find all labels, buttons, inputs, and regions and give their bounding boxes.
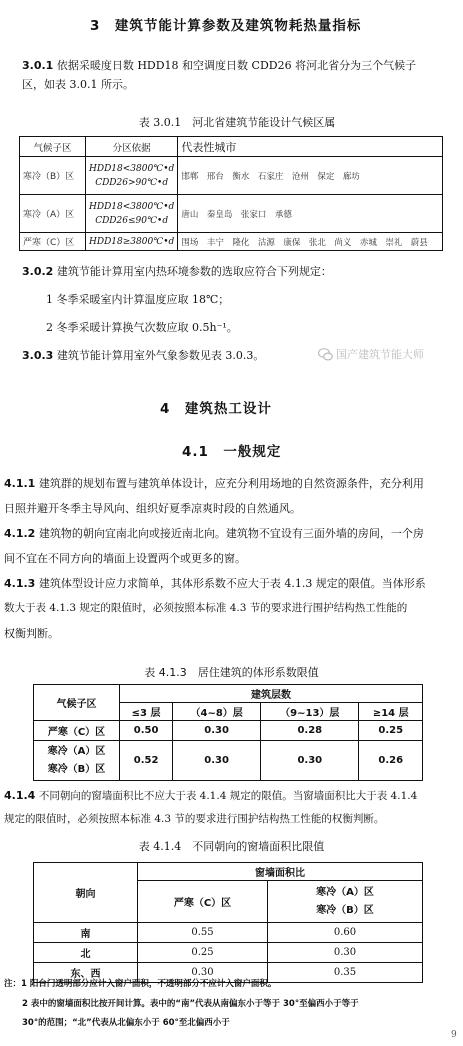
cities-cell: 邯郸 邢台 衡水 石家庄 沧州 保定 廊坊: [178, 157, 443, 195]
value-cell: 0.25: [138, 943, 268, 963]
zone-cell: 寒冷（B）区: [20, 157, 86, 195]
clause-text-cont: 权衡判断。: [4, 627, 59, 640]
th-direction: 朝向: [34, 863, 138, 923]
table-note-2-cont: 30°的范围；“北”代表从北偏东小于 60°至北偏西小于: [22, 1018, 230, 1028]
value-cell: 0.30: [173, 721, 261, 741]
table-4-1-3: [33, 684, 423, 781]
clause-4-1-3: [4, 574, 459, 643]
clause-text-cont: 间不宜在不同方向的墙面上设置两个或更多的窗。: [4, 552, 246, 565]
clause-number: 3.0.3: [22, 349, 54, 362]
table-note-1: 注：1 阳台门透明部分应计入窗户面积，不透明部分不应计入窗户面积。: [4, 979, 277, 989]
direction-cell: 北: [34, 943, 138, 963]
clause-text: 不同朝向的窗墙面积比不应大于表 4.1.4 规定的限值。当窗墙面积比大于表 4.1.4: [38, 790, 418, 802]
table-4-1-3-caption: 表 4.1.3 居住建筑的体形系数限值: [144, 666, 319, 679]
watermark-text: 国产建筑节能大师: [336, 348, 424, 361]
criterion-cell: HDD18<3800℃•d CDD26>90℃•d: [86, 157, 178, 195]
th-severe-c: 严寒（C）区: [138, 881, 268, 923]
zone-cell: 寒冷（A）区 寒冷（B）区: [34, 741, 120, 781]
value-cell: 0.30: [138, 963, 268, 983]
section-3-heading: 3 建筑节能计算参数及建筑物耗热量指标: [90, 18, 362, 34]
clause-3-0-2-item-2: 2 冬季采暖计算换气次数应取 0.5h⁻¹。: [46, 321, 238, 334]
wechat-icon: [318, 348, 333, 361]
clause-4-1-4: [4, 786, 459, 829]
table-row: [20, 195, 443, 233]
table-row: [34, 721, 423, 741]
table-row: [34, 943, 423, 963]
value-cell: 0.55: [138, 923, 268, 943]
clause-number: 4.1.2: [4, 527, 36, 540]
clause-3-0-2-item-1: 1 冬季采暖室内计算温度应取 18℃；: [46, 293, 230, 306]
th-floors-3: （9~13）层: [261, 703, 359, 721]
table-row: [20, 233, 443, 251]
clause-number: 4.1.1: [4, 477, 36, 490]
clause-number: 3.0.2: [22, 265, 54, 278]
table-3-0-1: [19, 136, 443, 251]
th-criterion: 分区依据: [86, 137, 178, 157]
clause-text: 建筑群的规划布置与建筑单体设计，应充分利用场地的自然资源条件，充分利用: [38, 477, 424, 490]
th-zone: 气候子区: [34, 685, 120, 721]
table-note-2: 2 表中的窗墙面积比按开间计算。表中的“南”代表从南偏东小于等于 30°至偏西小于等于: [22, 999, 359, 1009]
th-floors: 建筑层数: [120, 685, 423, 703]
th-floors-1: ≤3 层: [120, 703, 173, 721]
clause-4-1-1: [4, 474, 459, 518]
section-4-heading: 4 建筑热工设计: [160, 401, 272, 417]
clause-text: 建筑节能计算用室外气象参数见表 3.0.3。: [56, 349, 265, 362]
clause-number: 4.1.3: [4, 577, 36, 590]
zone-cell: 严寒（C）区: [20, 233, 86, 251]
value-cell: 0.28: [261, 721, 359, 741]
clause-text-cont: 日照并避开冬季主导风向、组织好夏季凉爽时段的自然通风。: [4, 502, 301, 515]
clause-3-0-3: [22, 346, 264, 365]
criterion-cell: HDD18<3800℃•d CDD26≤90℃•d: [86, 195, 178, 233]
th-cold-ab: 寒冷（A）区 寒冷（B）区: [268, 881, 423, 923]
direction-cell: 东、西: [34, 963, 138, 983]
value-cell: 0.35: [268, 963, 423, 983]
clause-number: 3.0.1: [22, 59, 54, 72]
watermark: [318, 346, 424, 362]
criterion-cell: HDD18≥3800℃•d: [86, 233, 178, 251]
value-cell: 0.50: [120, 721, 173, 741]
clause-4-1-2: [4, 524, 459, 568]
th-zone: 气候子区: [20, 137, 86, 157]
section-4-1-heading: 4.1 一般规定: [182, 444, 282, 460]
clause-text: 建筑物的朝向宜南北向或接近南北向。建筑物不宜设有三面外墙的房间，一个房: [38, 527, 424, 540]
clause-text: 建筑节能计算用室内热环境参数的选取应符合下列规定：: [56, 265, 332, 278]
clause-number: 4.1.4: [4, 789, 36, 802]
table-row: [20, 157, 443, 195]
table-3-0-1-caption: 表 3.0.1 河北省建筑节能设计气候区属: [138, 116, 336, 129]
th-cities: 代表性城市: [178, 137, 443, 157]
direction-cell: 南: [34, 923, 138, 943]
cities-cell: 围场 丰宁 隆化 沽源 康保 张北 尚义 赤城 崇礼 蔚县: [178, 233, 443, 251]
clause-text-cont: 数大于表 4.1.3 规定的限值时，必须按照本标准 4.3 节的要求进行围护结构热工性能的: [4, 602, 408, 614]
table-4-1-4: [33, 862, 423, 983]
value-cell: 0.60: [268, 923, 423, 943]
zone-cell: 严寒（C）区: [34, 721, 120, 741]
cities-cell: 唐山 秦皇岛 张家口 承德: [178, 195, 443, 233]
clause-text-cont: 规定的限值时，必须按照本标准 4.3 节的要求进行围护结构热工性能的权衡判断。: [4, 813, 385, 825]
table-row: [34, 741, 423, 781]
value-cell: 0.52: [120, 741, 173, 781]
page-number: 9: [451, 1030, 457, 1040]
clause-3-0-1: [22, 56, 452, 94]
th-ratio: 窗墙面积比: [138, 863, 423, 881]
value-cell: 0.25: [359, 721, 423, 741]
th-floors-2: （4~8）层: [173, 703, 261, 721]
clause-text: 建筑体型设计应力求简单，其体形系数不应大于表 4.1.3 规定的限值。当体形系: [38, 577, 426, 590]
value-cell: 0.30: [173, 741, 261, 781]
value-cell: 0.30: [261, 741, 359, 781]
value-cell: 0.26: [359, 741, 423, 781]
clause-3-0-2: [22, 262, 452, 281]
clause-text: 依据采暖度日数 HDD18 和空调度日数 CDD26 将河北省分为三个气候子: [56, 59, 417, 72]
clause-text-cont: 区，如表 3.0.1 所示。: [22, 78, 134, 91]
zone-cell: 寒冷（A）区: [20, 195, 86, 233]
table-row: [34, 923, 423, 943]
th-floors-4: ≥14 层: [359, 703, 423, 721]
value-cell: 0.30: [268, 943, 423, 963]
table-4-1-4-caption: 表 4.1.4 不同朝向的窗墙面积比限值: [138, 840, 325, 853]
